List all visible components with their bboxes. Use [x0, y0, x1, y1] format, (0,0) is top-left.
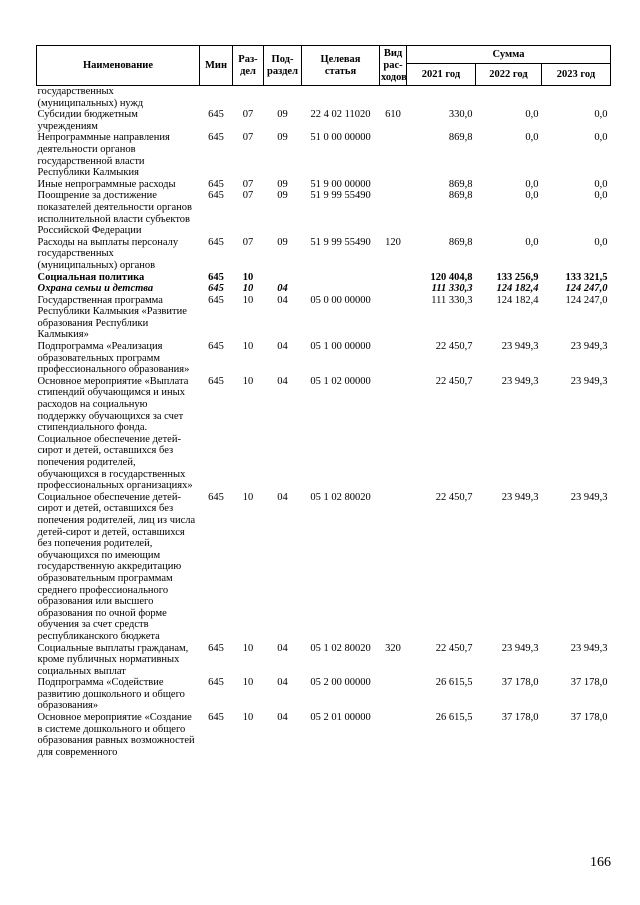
cell-s1: 26 615,5 — [435, 712, 473, 724]
table-row — [37, 132, 611, 178]
cell-pod: 04 — [277, 677, 288, 689]
cell-cel: 51 9 00 00000 — [310, 178, 371, 190]
cell-name: Основное мероприятие «Выплата стипендий обучающимся и иных расходов на социальную поддержку обучающихся за счет стипендиального фонда. Социальное обеспечение детей-сирот и детей, оставшихся без попечения родителей, обучающихся в государственных профессиональных организациях» — [37, 375, 193, 492]
cell-pod: 04 — [277, 283, 288, 295]
header-name: Наименование — [37, 46, 200, 86]
cell-raz: 07 — [242, 132, 254, 144]
cell-pod — [264, 272, 302, 284]
cell-cel: 05 1 02 80020 — [310, 491, 371, 503]
cell-s3: 37 178,0 — [570, 677, 608, 689]
cell-min: 645 — [208, 271, 224, 283]
cell-pod: 04 — [277, 341, 288, 353]
header-min: Мин — [200, 46, 233, 86]
cell-raz: 10 — [242, 375, 254, 387]
cell-s3: 23 949,3 — [570, 341, 608, 353]
cell-name: Государственная программа Республики Калмыкия «Развитие образования Республики Калмыкия» — [37, 294, 187, 341]
cell-pod — [264, 86, 302, 110]
cell-min: 645 — [208, 132, 224, 144]
cell-s2: 0,0 — [525, 178, 539, 190]
cell-s2: 124 182,4 — [496, 283, 539, 295]
cell-raz: 07 — [242, 109, 254, 121]
header-2021: 2021 год — [407, 64, 476, 86]
cell-s3: 0,0 — [594, 178, 608, 190]
table-row — [37, 237, 611, 272]
cell-s2: 23 949,3 — [501, 491, 539, 503]
header-razdel — [233, 46, 264, 86]
cell-vid — [380, 190, 407, 236]
cell-raz: 10 — [242, 283, 254, 295]
cell-s3: 23 949,3 — [570, 491, 608, 503]
table-row — [37, 295, 611, 341]
cell-min: 645 — [208, 109, 224, 121]
cell-s2: 37 178,0 — [501, 712, 539, 724]
cell-min: 645 — [208, 375, 224, 387]
cell-s1: 22 450,7 — [435, 341, 473, 353]
cell-s2 — [476, 86, 542, 110]
table-body — [37, 86, 611, 759]
cell-s1 — [407, 86, 476, 110]
header-vid — [380, 46, 407, 86]
cell-min: 645 — [208, 190, 224, 202]
cell-s1: 22 450,7 — [435, 491, 473, 503]
table-row — [37, 376, 611, 492]
header-podrazdel — [264, 46, 302, 86]
cell-name: Непрограммные направления деятельности органов государственной власти Республики Калмыкия — [37, 132, 170, 179]
cell-s1: 111 330,3 — [431, 294, 473, 306]
cell-s3: 0,0 — [594, 132, 608, 144]
cell-s2: 23 949,3 — [501, 341, 539, 353]
cell-name: Социальные выплаты гражданам, кроме публичных нормативных социальных выплат — [37, 642, 189, 677]
cell-name: Поощрение за достижение показателей деятельности органов исполнительной власти субъектов Российской Федерации — [37, 190, 192, 237]
cell-s3: 37 178,0 — [570, 712, 608, 724]
cell-cel — [302, 272, 380, 284]
header-razdel-text: Раз- дел — [238, 53, 258, 77]
cell-vid: 120 — [385, 236, 401, 248]
cell-s1: 26 615,5 — [435, 677, 473, 689]
cell-vid — [380, 376, 407, 492]
cell-name: Социальная политика — [37, 271, 145, 283]
cell-cel: 05 1 02 80020 — [310, 642, 371, 654]
cell-min: 645 — [208, 294, 224, 306]
cell-pod: 04 — [277, 712, 288, 724]
cell-pod: 09 — [277, 236, 288, 248]
cell-raz: 07 — [242, 190, 254, 202]
cell-cel: 05 2 01 00000 — [310, 712, 371, 724]
cell-min: 645 — [208, 677, 224, 689]
cell-pod: 09 — [277, 190, 288, 202]
cell-pod: 04 — [277, 375, 288, 387]
cell-vid — [380, 179, 407, 191]
budget-table — [36, 45, 611, 758]
cell-cel: 05 0 00 00000 — [310, 294, 371, 306]
cell-s1: 869,8 — [448, 132, 473, 144]
cell-min: 645 — [208, 491, 224, 503]
table-row — [37, 272, 611, 284]
cell-pod: 04 — [277, 642, 288, 654]
cell-name: Охрана семьи и детства — [37, 283, 154, 295]
cell-name: государственных (муниципальных) нужд — [37, 86, 144, 109]
cell-s3: 23 949,3 — [570, 375, 608, 387]
cell-raz: 10 — [242, 341, 254, 353]
header-celevaya-text: Целевая статья — [320, 53, 361, 77]
table-row — [37, 643, 611, 678]
table-row — [37, 341, 611, 376]
cell-cel: 05 1 02 00000 — [310, 375, 371, 387]
cell-s1: 22 450,7 — [435, 642, 473, 654]
cell-vid — [380, 341, 407, 376]
cell-raz: 10 — [242, 677, 254, 689]
cell-raz: 07 — [242, 178, 254, 190]
header-2022: 2022 год — [476, 64, 542, 86]
cell-min: 645 — [208, 283, 224, 295]
cell-s2: 133 256,9 — [496, 271, 539, 283]
cell-s3: 133 321,5 — [565, 271, 608, 283]
cell-name: Социальное обеспечение детей-сирот и детей, оставшихся без попечения родителей, лиц из числа детей-сирот и детей, оставшихся без попечения родителей, обучающихся по имеющим государственную аккредитацию образовательным программам среднего профессионального образования или высшего образования по очной форме обучения за счет средств республиканского бюджета — [37, 491, 196, 642]
cell-pod: 09 — [277, 178, 288, 190]
cell-s2: 124 182,4 — [496, 294, 539, 306]
table-row — [37, 492, 611, 643]
table-row — [37, 86, 611, 110]
cell-vid — [380, 295, 407, 341]
cell-s2: 0,0 — [525, 132, 539, 144]
cell-raz: 10 — [242, 294, 254, 306]
table-row — [37, 712, 611, 758]
table-row — [37, 109, 611, 132]
header-celevaya — [302, 46, 380, 86]
cell-vid — [380, 492, 407, 643]
cell-raz: 10 — [242, 271, 254, 283]
header-2023: 2023 год — [542, 64, 611, 86]
cell-s1: 869,8 — [448, 190, 473, 202]
cell-raz — [233, 86, 264, 110]
cell-min: 645 — [208, 341, 224, 353]
cell-s1: 869,8 — [448, 236, 473, 248]
cell-s2: 0,0 — [525, 109, 539, 121]
cell-name: Подпрограмма «Реализация образовательных программ профессионального образования» — [37, 341, 190, 376]
cell-pod: 04 — [277, 294, 288, 306]
cell-s2: 37 178,0 — [501, 677, 539, 689]
budget-table-page — [36, 45, 610, 758]
cell-pod: 09 — [277, 109, 288, 121]
cell-vid: 320 — [385, 642, 401, 654]
cell-s2: 23 949,3 — [501, 642, 539, 654]
cell-s1: 22 450,7 — [435, 375, 473, 387]
cell-s3: 124 247,0 — [565, 294, 608, 306]
cell-cel: 05 2 00 00000 — [310, 677, 371, 689]
cell-name: Расходы на выплаты персоналу государственных (муниципальных) органов — [37, 236, 179, 271]
cell-min: 645 — [208, 642, 224, 654]
cell-raz: 10 — [242, 642, 254, 654]
cell-raz: 07 — [242, 236, 254, 248]
table-row — [37, 179, 611, 191]
cell-vid — [380, 272, 407, 284]
cell-s1: 330,0 — [448, 109, 473, 121]
cell-s2: 0,0 — [525, 190, 539, 202]
cell-cel — [302, 86, 380, 110]
cell-pod: 04 — [277, 491, 288, 503]
cell-pod: 09 — [277, 132, 288, 144]
cell-s1: 120 404,8 — [430, 271, 473, 283]
page-number: 166 — [590, 855, 611, 870]
cell-vid — [380, 677, 407, 712]
table-header — [37, 46, 611, 86]
cell-vid — [380, 283, 407, 295]
cell-name: Основное мероприятие «Создание в системе дошкольного и общего образования равных возможностей для современного — [37, 712, 195, 758]
cell-name: Иные непрограммные расходы — [37, 178, 176, 190]
cell-raz: 10 — [242, 491, 254, 503]
cell-raz: 10 — [242, 712, 254, 724]
cell-cel: 05 1 00 00000 — [310, 341, 371, 353]
cell-cel: 51 0 00 00000 — [310, 132, 371, 144]
cell-name: Субсидии бюджетным учреждениям — [37, 109, 138, 132]
cell-s1: 111 330,3 — [431, 283, 473, 295]
cell-min: 645 — [208, 236, 224, 248]
cell-cel: 51 9 99 55490 — [310, 190, 371, 202]
cell-cel: 51 9 99 55490 — [310, 236, 371, 248]
header-vid-text: Вид рас- ходов — [381, 47, 407, 83]
cell-vid — [380, 712, 407, 758]
cell-vid: 610 — [385, 109, 401, 121]
header-podrazdel-text: Под- раздел — [267, 53, 298, 77]
table-row — [37, 677, 611, 712]
table-row — [37, 283, 611, 295]
cell-s2: 0,0 — [525, 236, 539, 248]
cell-min: 645 — [208, 712, 224, 724]
cell-s3: 23 949,3 — [570, 642, 608, 654]
cell-min — [200, 86, 233, 110]
cell-s1: 869,8 — [448, 178, 473, 190]
header-summa: Сумма — [407, 46, 611, 64]
cell-vid — [380, 132, 407, 178]
cell-cel: 22 4 02 11020 — [310, 109, 371, 121]
table-row — [37, 190, 611, 236]
cell-s3 — [542, 86, 611, 110]
cell-cel — [302, 283, 380, 295]
cell-s2: 23 949,3 — [501, 375, 539, 387]
cell-s3: 0,0 — [594, 109, 608, 121]
cell-s3: 0,0 — [594, 236, 608, 248]
cell-s3: 124 247,0 — [565, 283, 608, 295]
cell-vid — [380, 86, 407, 110]
cell-s3: 0,0 — [594, 190, 608, 202]
cell-name: Подпрограмма «Содействие развитию дошкольного и общего образования» — [37, 677, 185, 712]
cell-min: 645 — [208, 178, 224, 190]
